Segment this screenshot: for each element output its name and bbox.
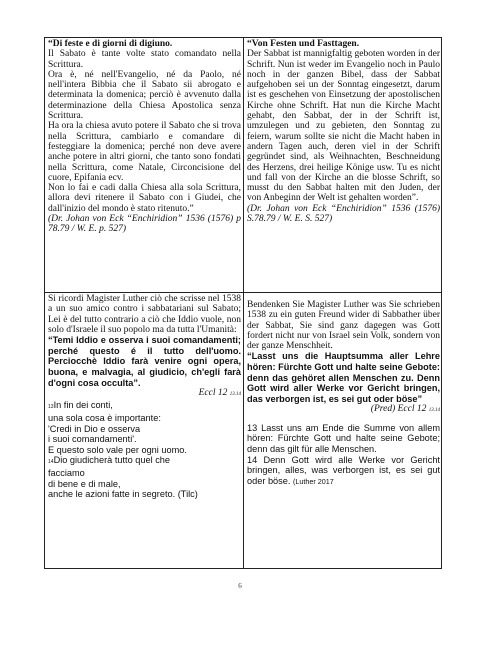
italian-paragraph: Ora è, né nell'Evangelio, né da Paolo, né nell'intera Bibbia che il Sabato sii abrogato e determinata la domenica; perciò è avvenuto dalla determinazione della Chiesa Apostolica senza Scrittura.	[48, 69, 241, 122]
italian-citation: (Dr. Johan von Eck “Enchiridion” 1536 (1576) p 78.79 / W. E. p. 527)	[48, 214, 241, 235]
page-number: 6	[238, 582, 242, 590]
italian-eck-cell	[45, 38, 243, 292]
german-title: “Von Festen und Fasttagen.	[247, 39, 360, 49]
verse-line: anche le azioni fatte in segreto. (Tilc)	[48, 489, 198, 500]
italian-luther-intro: Si ricordi Magister Luther ciò che scrisse nel 1538 a un suo amico contro i sabbatariani sul Sabato; Lei è del tutto contrario a ciò che Iddio vuole, non solo d'Israele il suo popolo ma da tutta l'Umanità:	[48, 294, 241, 335]
german-reference: (Pred) Eccl 12 13.14	[370, 404, 440, 415]
verse-line: una sola cosa è importante:	[48, 413, 161, 424]
german-verse-14: 14 Denn Gott wird alle Werke vor Gericht bringen, alles, was verborgen ist, es sei gut oder böse. (Luther 2017	[247, 454, 440, 486]
verse-line: E questo solo vale per ogni uomo.	[48, 444, 187, 455]
german-paragraph: Der Sabbat ist mannigfaltig geboten worden in der Schrift. Nun ist weder im Evangelio noch in Paulo noch in der ganzen Bibel, dass der Sabbat aufgehoben sei un der Sonntag eingesetzt, darum ist es geschehen von Einsetzung der apostolischen Kirche ohne Schrift. Hat nun die Kirche Macht gehabt, den Sabbat, der in der Schrift ist, umzulegen und zu gebieten, den Sonntag zu feiern, warum sollte sie nicht die Macht haben in andern Tagen auch, deren viel in der Schrift gegründet sind, als Weihnachten, Beschneidung des Herzens, drei heilige Könige usw. Tu es nicht und fall von der Kirche an die blosse Schrift, so musst du den Sabbat halten mit den Juden, der von Anbeginn der Welt ist gehalten worden”.	[247, 49, 440, 204]
german-luther-intro: Bendenken Sie Magister Luther was Sie schrieben 1538 zu ein guten Freund wider di Sabbather über der Sabbat, Sie sind ganz dagegen was Gott fordert nicht nur von Israel sein Volk, sondern von der ganze Menschheit.	[247, 300, 440, 352]
italian-luther-cell	[45, 293, 243, 569]
german-citation: (Dr. Johan von Eck “Enchiridion” 1536 (1576) S.78.79 / W. E. S. 527)	[247, 203, 440, 225]
verse-line: 13In fin dei conti,	[48, 400, 113, 411]
verse-line: di bene e di male,	[48, 478, 121, 489]
italian-paragraph: Ha ora la chiesa avuto potere il Sabato che si trova nella Scrittura, cambiarlo e comandare di festeggiare la domenica; perché non deve avere anche potere in altri giorni, che tanto sono fondati nella Scrittura, come Natale, Circoncisione del cuore, Epifania ecv.	[48, 121, 241, 183]
italian-paragraph: Non lo fai e cadi dalla Chiesa alla sola Scrittura, allora devi ritenere il Sabato con i Giudei, che dall'inizio del mondo è stato ritenuto.”	[48, 183, 241, 214]
italian-paragraph: Il Sabato è tante volte stato comandato nella Scrittura.	[48, 49, 241, 70]
german-luther-cell	[244, 293, 442, 569]
german-eck-cell	[244, 38, 442, 292]
italian-version: (Tilc)	[177, 489, 198, 500]
verse-line: 14Dio giudicherà tutto quel che	[48, 455, 171, 466]
italian-reference: Eccl 12 13.14	[198, 388, 241, 399]
italian-luther-quote: “Temi Iddio e osserva i suoi comandamenti; perché questo é il tutto dell'uomo. Perciocchè Iddio farà venire ogni opera, buona, e malvagia, al giudicio, ch'egli farà d'ogni cosa occulta”.	[48, 335, 241, 388]
italian-title: “Di feste e di giorni di digiuno.	[48, 39, 173, 49]
verse-line: 'Credi in Dio e osserva	[48, 423, 141, 434]
german-luther-quote: “Lasst uns die Hauptsumma aller Lehre hören: Fürchte Gott und halte seine Gebote: denn das gehöret allen Menschen zu. Denn Gott wird aller Werke vor Gericht bringen, das verborgen ist, es sei gut oder böse”	[247, 351, 440, 404]
italian-verses	[48, 400, 241, 499]
bilingual-table	[44, 37, 442, 569]
german-verse-13: 13 Lasst uns am Ende die Summe von allem hören: Fürchte Gott und halte seine Gebote; denn das gilt für alle Menschen.	[247, 422, 440, 454]
verse-line: i suoi comandamenti'.	[48, 434, 137, 445]
verse-line: facciamo	[48, 468, 85, 479]
german-version: (Luther 2017	[292, 476, 334, 486]
